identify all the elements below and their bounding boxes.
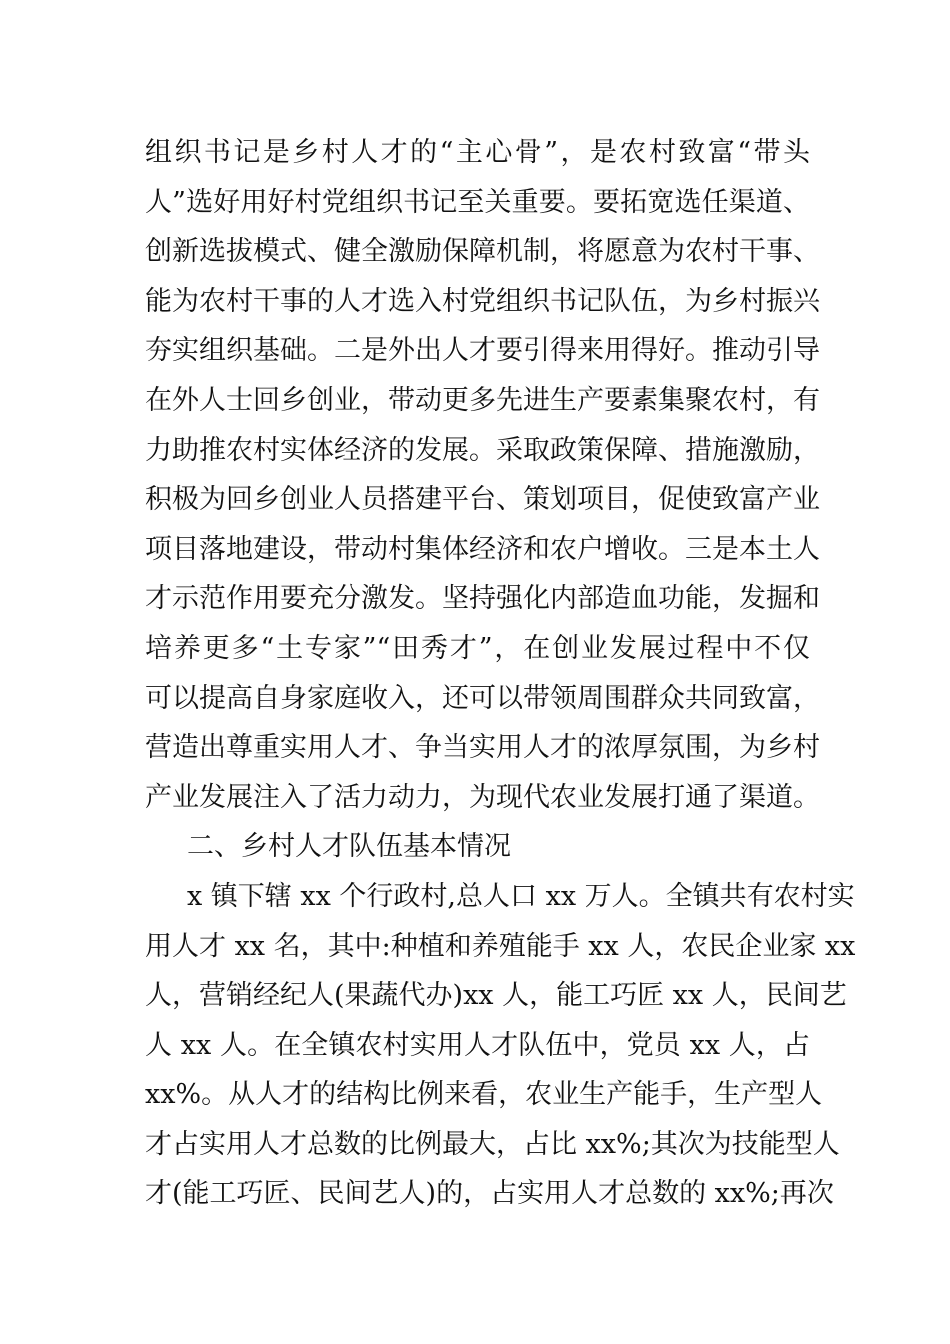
text-line: 夯实组织基础。二是外出人才要引得来用得好。推动引导 — [145, 335, 820, 367]
text-line: 产业发展注入了活力动力，为现代农业发展打通了渠道。 — [145, 781, 820, 813]
text-line: 项目落地建设，带动村集体经济和农户增收。三是本土人 — [145, 533, 820, 565]
text-line: 积极为回乡创业人员搭建平台、策划项目，促使致富产业 — [145, 484, 820, 516]
text-line: 可以提高自身家庭收入，还可以带领周围群众共同致富， — [145, 682, 820, 714]
body-text — [145, 128, 856, 1219]
text-line: 人，营销经纪人(果蔬代办)xx 人，能工巧匠 xx 人，民间艺 — [145, 980, 847, 1012]
section-heading: 二、乡村人才队伍基本情况 — [187, 831, 511, 863]
text-line: 培养更多“土专家”“田秀才”，在创业发展过程中不仅 — [145, 632, 810, 664]
text-line: xx%。从人才的结构比例来看，农业生产能手，生产型人 — [145, 1079, 823, 1111]
text-line: 组织书记是乡村人才的“主心骨”，是农村致富“带头 — [145, 137, 810, 168]
text-line: 才占实用人才总数的比例最大，占比 xx%;其次为技能型人 — [145, 1128, 840, 1160]
text-line: 创新选拔模式、健全激励保障机制，将愿意为农村干事、 — [145, 236, 820, 268]
text-line: 才示范作用要充分激发。坚持强化内部造血功能，发掘和 — [145, 583, 820, 615]
text-line: x 镇下辖 xx 个行政村,总人口 xx 万人。全镇共有农村实 — [187, 880, 855, 912]
text-line: 在外人士回乡创业，带动更多先进生产要素集聚农村，有 — [145, 384, 820, 416]
text-line: 能为农村干事的人才选入村党组织书记队伍，为乡村振兴 — [145, 285, 820, 317]
text-line: 力助推农村实体经济的发展。采取政策保障、措施激励， — [145, 434, 820, 466]
text-line: 人”选好用好村党组织书记至关重要。要拓宽选任渠道、 — [145, 186, 810, 218]
text-line: 才(能工巧匠、民间艺人)的，占实用人才总数的 xx%;再次 — [145, 1178, 834, 1210]
text-line: 人 xx 人。在全镇农村实用人才队伍中，党员 xx 人，占 — [145, 1029, 810, 1061]
text-line: 用人才 xx 名，其中:种植和养殖能手 xx 人，农民企业家 xx — [145, 930, 856, 962]
text-line: 营造出尊重实用人才、争当实用人才的浓厚氛围，为乡村 — [145, 732, 820, 764]
